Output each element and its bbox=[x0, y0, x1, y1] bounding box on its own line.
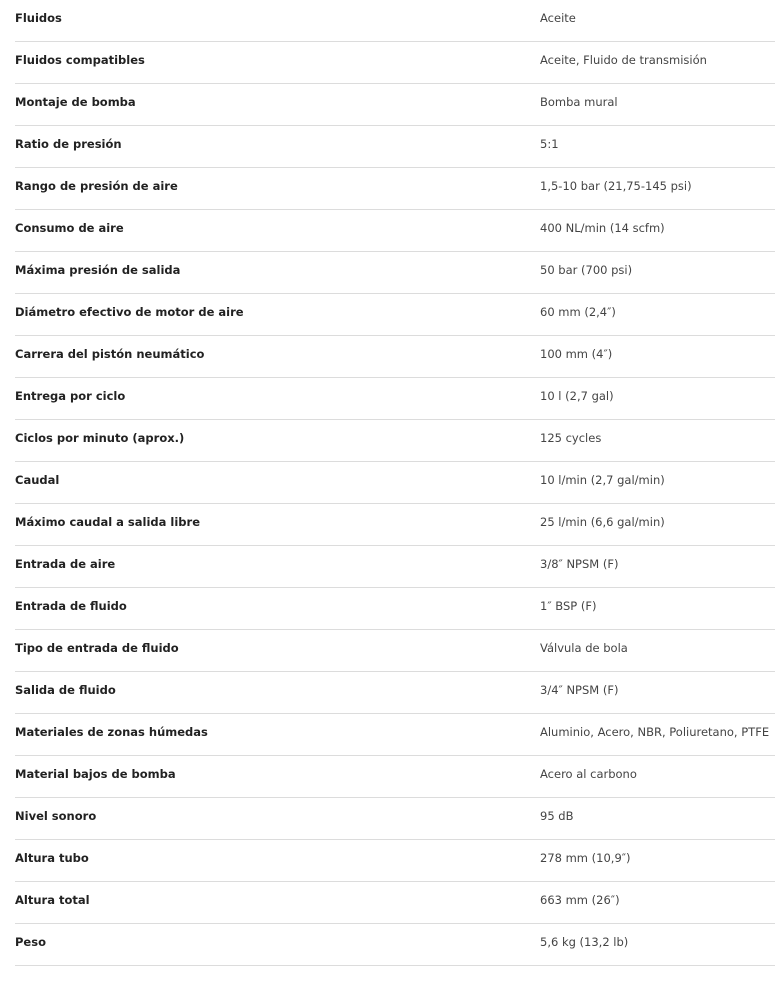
spec-row-max-free-flow bbox=[15, 504, 775, 546]
spec-label: Ratio de presión bbox=[15, 137, 122, 151]
spec-value: 25 l/min (6,6 gal/min) bbox=[540, 515, 665, 529]
spec-value: Aceite bbox=[540, 11, 576, 25]
spec-row-tube-height bbox=[15, 840, 775, 882]
spec-row-fluid-outlet bbox=[15, 672, 775, 714]
spec-row-max-outlet-pressure bbox=[15, 252, 775, 294]
spec-label: Fluidos bbox=[15, 11, 62, 25]
spec-label: Ciclos por minuto (aprox.) bbox=[15, 431, 185, 445]
spec-value: 3/4″ NPSM (F) bbox=[540, 683, 619, 697]
spec-row-fluid-inlet-type bbox=[15, 630, 775, 672]
spec-value: 400 NL/min (14 scfm) bbox=[540, 221, 665, 235]
spec-label: Diámetro efectivo de motor de aire bbox=[15, 305, 244, 319]
spec-value: Válvula de bola bbox=[540, 641, 628, 655]
spec-row-wetted-materials bbox=[15, 714, 775, 756]
spec-row-pump-mount bbox=[15, 84, 775, 126]
spec-label: Montaje de bomba bbox=[15, 95, 136, 109]
spec-row-delivery-per-cycle bbox=[15, 378, 775, 420]
spec-label: Consumo de aire bbox=[15, 221, 124, 235]
spec-value: 100 mm (4″) bbox=[540, 347, 613, 361]
spec-row-compatible-fluids bbox=[15, 42, 775, 84]
spec-label: Material bajos de bomba bbox=[15, 767, 176, 781]
spec-label: Máxima presión de salida bbox=[15, 263, 181, 277]
spec-value: 125 cycles bbox=[540, 431, 602, 445]
spec-row-sound-level bbox=[15, 798, 775, 840]
spec-row-fluids bbox=[15, 0, 775, 42]
spec-label: Fluidos compatibles bbox=[15, 53, 145, 67]
spec-value: 60 mm (2,4″) bbox=[540, 305, 616, 319]
spec-row-air-consumption bbox=[15, 210, 775, 252]
spec-value: Aluminio, Acero, NBR, Poliuretano, PTFE bbox=[540, 725, 770, 739]
spec-label: Carrera del pistón neumático bbox=[15, 347, 205, 361]
spec-label: Materiales de zonas húmedas bbox=[15, 725, 208, 739]
spec-row-fluid-inlet bbox=[15, 588, 775, 630]
spec-label: Entrada de fluido bbox=[15, 599, 127, 613]
spec-label: Entrega por ciclo bbox=[15, 389, 126, 403]
spec-label: Nivel sonoro bbox=[15, 809, 97, 823]
spec-label: Máximo caudal a salida libre bbox=[15, 515, 200, 529]
spec-value: Acero al carbono bbox=[540, 767, 637, 781]
spec-value: 95 dB bbox=[540, 809, 574, 823]
spec-row-weight bbox=[15, 924, 775, 966]
spec-row-air-inlet bbox=[15, 546, 775, 588]
spec-value: 5:1 bbox=[540, 137, 559, 151]
spec-label: Rango de presión de aire bbox=[15, 179, 178, 193]
spec-label: Altura tubo bbox=[15, 851, 89, 865]
spec-value: 10 l/min (2,7 gal/min) bbox=[540, 473, 665, 487]
spec-label: Salida de fluido bbox=[15, 683, 116, 697]
spec-value: 1″ BSP (F) bbox=[540, 599, 597, 613]
spec-row-piston-stroke bbox=[15, 336, 775, 378]
spec-label: Tipo de entrada de fluido bbox=[15, 641, 179, 655]
spec-row-lower-pump-material bbox=[15, 756, 775, 798]
specifications-table bbox=[15, 0, 775, 966]
spec-value: 5,6 kg (13,2 lb) bbox=[540, 935, 629, 949]
spec-value: 663 mm (26″) bbox=[540, 893, 620, 907]
spec-value: 50 bar (700 psi) bbox=[540, 263, 633, 277]
spec-value: 3/8″ NPSM (F) bbox=[540, 557, 619, 571]
spec-row-cycles-per-minute bbox=[15, 420, 775, 462]
spec-value: 1,5-10 bar (21,75-145 psi) bbox=[540, 179, 692, 193]
spec-label: Caudal bbox=[15, 473, 60, 487]
spec-row-pressure-ratio bbox=[15, 126, 775, 168]
spec-value: Aceite, Fluido de transmisión bbox=[540, 53, 707, 67]
spec-value: Bomba mural bbox=[540, 95, 618, 109]
spec-row-air-pressure-range bbox=[15, 168, 775, 210]
spec-row-air-motor-diameter bbox=[15, 294, 775, 336]
spec-value: 10 l (2,7 gal) bbox=[540, 389, 614, 403]
spec-value: 278 mm (10,9″) bbox=[540, 851, 631, 865]
spec-row-total-height bbox=[15, 882, 775, 924]
spec-row-flow-rate bbox=[15, 462, 775, 504]
spec-label: Altura total bbox=[15, 893, 90, 907]
spec-label: Peso bbox=[15, 935, 46, 949]
spec-label: Entrada de aire bbox=[15, 557, 116, 571]
